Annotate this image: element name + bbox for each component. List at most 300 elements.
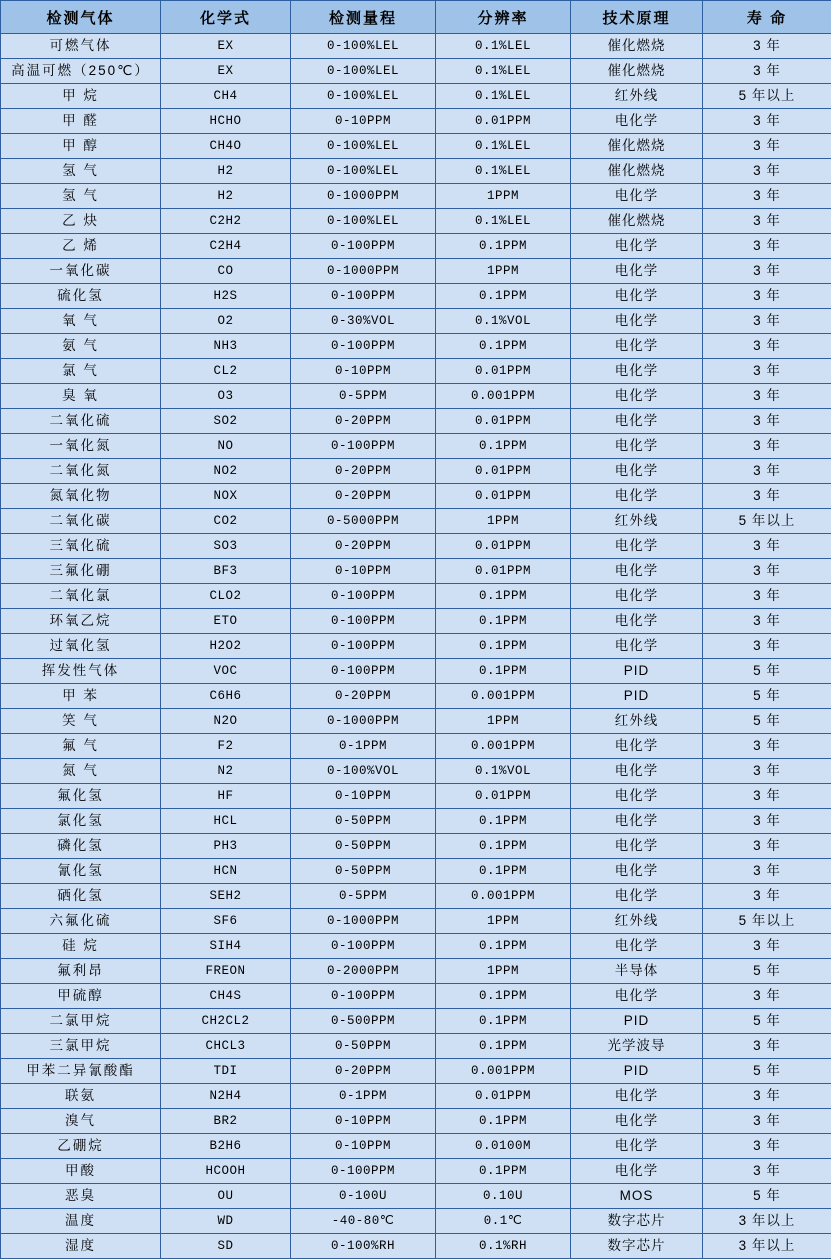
cell-technology: 催化燃烧 xyxy=(571,209,703,234)
table-row xyxy=(1,1184,831,1209)
cell-formula: BR2 xyxy=(161,1109,291,1134)
cell-technology: 电化学 xyxy=(571,234,703,259)
table-row xyxy=(1,584,831,609)
cell-range: 0-1PPM xyxy=(291,1084,436,1109)
cell-resolution: 0.1PPM xyxy=(436,834,571,859)
cell-technology: 电化学 xyxy=(571,284,703,309)
cell-lifespan: 3 年以上 xyxy=(703,1209,831,1234)
cell-resolution: 0.01PPM xyxy=(436,559,571,584)
cell-resolution: 0.1%VOL xyxy=(436,309,571,334)
cell-range: 0-100PPM xyxy=(291,1159,436,1184)
cell-formula: CLO2 xyxy=(161,584,291,609)
cell-range: 0-5PPM xyxy=(291,884,436,909)
cell-resolution: 1PPM xyxy=(436,709,571,734)
table-row xyxy=(1,1234,831,1259)
cell-resolution: 0.01PPM xyxy=(436,409,571,434)
cell-range: 0-20PPM xyxy=(291,684,436,709)
cell-gas-name: 环氧乙烷 xyxy=(1,609,161,634)
cell-range: 0-50PPM xyxy=(291,809,436,834)
cell-resolution: 1PPM xyxy=(436,959,571,984)
cell-lifespan: 5 年 xyxy=(703,684,831,709)
cell-range: 0-50PPM xyxy=(291,1034,436,1059)
table-row xyxy=(1,434,831,459)
cell-gas-name: 二氧化碳 xyxy=(1,509,161,534)
cell-gas-name: 硒化氢 xyxy=(1,884,161,909)
cell-formula: H2 xyxy=(161,184,291,209)
table-row xyxy=(1,884,831,909)
cell-formula: OU xyxy=(161,1184,291,1209)
cell-resolution: 0.1%VOL xyxy=(436,759,571,784)
table-row xyxy=(1,959,831,984)
cell-technology: 电化学 xyxy=(571,184,703,209)
cell-gas-name: 挥发性气体 xyxy=(1,659,161,684)
cell-gas-name: 氰化氢 xyxy=(1,859,161,884)
table-row xyxy=(1,1159,831,1184)
cell-formula: HCHO xyxy=(161,109,291,134)
cell-resolution: 0.001PPM xyxy=(436,684,571,709)
cell-resolution: 0.1%RH xyxy=(436,1234,571,1259)
cell-formula: SEH2 xyxy=(161,884,291,909)
table-row xyxy=(1,734,831,759)
cell-gas-name: 一氧化碳 xyxy=(1,259,161,284)
cell-lifespan: 3 年以上 xyxy=(703,1234,831,1259)
cell-range: 0-10PPM xyxy=(291,359,436,384)
cell-formula: VOC xyxy=(161,659,291,684)
table-row xyxy=(1,809,831,834)
cell-gas-name: 可燃气体 xyxy=(1,34,161,59)
cell-lifespan: 3 年 xyxy=(703,759,831,784)
cell-technology: 红外线 xyxy=(571,909,703,934)
table-row xyxy=(1,909,831,934)
cell-range: 0-100%RH xyxy=(291,1234,436,1259)
cell-lifespan: 3 年 xyxy=(703,584,831,609)
cell-gas-name: 甲苯二异氰酸酯 xyxy=(1,1059,161,1084)
cell-technology: PID xyxy=(571,659,703,684)
cell-lifespan: 3 年 xyxy=(703,134,831,159)
cell-lifespan: 3 年 xyxy=(703,259,831,284)
cell-formula: B2H6 xyxy=(161,1134,291,1159)
cell-resolution: 0.0100M xyxy=(436,1134,571,1159)
table-row xyxy=(1,784,831,809)
cell-resolution: 0.001PPM xyxy=(436,1059,571,1084)
cell-formula: CH4O xyxy=(161,134,291,159)
cell-technology: 电化学 xyxy=(571,584,703,609)
cell-lifespan: 3 年 xyxy=(703,559,831,584)
cell-formula: SIH4 xyxy=(161,934,291,959)
table-row xyxy=(1,134,831,159)
cell-range: 0-1000PPM xyxy=(291,184,436,209)
cell-resolution: 0.1PPM xyxy=(436,584,571,609)
cell-resolution: 0.1%LEL xyxy=(436,84,571,109)
cell-gas-name: 甲硫醇 xyxy=(1,984,161,1009)
table-row xyxy=(1,1084,831,1109)
cell-formula: EX xyxy=(161,59,291,84)
cell-lifespan: 3 年 xyxy=(703,359,831,384)
table-row xyxy=(1,934,831,959)
cell-formula: CO2 xyxy=(161,509,291,534)
cell-lifespan: 3 年 xyxy=(703,784,831,809)
table-row xyxy=(1,709,831,734)
cell-lifespan: 3 年 xyxy=(703,634,831,659)
cell-resolution: 0.001PPM xyxy=(436,734,571,759)
cell-lifespan: 3 年 xyxy=(703,834,831,859)
cell-gas-name: 溴气 xyxy=(1,1109,161,1134)
column-header-lifespan: 寿 命 xyxy=(703,1,831,34)
cell-lifespan: 3 年 xyxy=(703,309,831,334)
cell-range: 0-100PPM xyxy=(291,984,436,1009)
cell-gas-name: 温度 xyxy=(1,1209,161,1234)
cell-gas-name: 乙 炔 xyxy=(1,209,161,234)
cell-lifespan: 5 年 xyxy=(703,1009,831,1034)
column-header-gas-name: 检测气体 xyxy=(1,1,161,34)
cell-range: 0-100PPM xyxy=(291,434,436,459)
cell-formula: SF6 xyxy=(161,909,291,934)
cell-technology: 电化学 xyxy=(571,559,703,584)
cell-technology: 电化学 xyxy=(571,834,703,859)
cell-range: 0-100PPM xyxy=(291,284,436,309)
cell-gas-name: 氮 气 xyxy=(1,759,161,784)
cell-resolution: 0.01PPM xyxy=(436,784,571,809)
cell-lifespan: 3 年 xyxy=(703,1159,831,1184)
cell-lifespan: 3 年 xyxy=(703,434,831,459)
cell-technology: 电化学 xyxy=(571,884,703,909)
cell-technology: 电化学 xyxy=(571,984,703,1009)
cell-technology: 催化燃烧 xyxy=(571,134,703,159)
cell-range: 0-10PPM xyxy=(291,1134,436,1159)
cell-formula: WD xyxy=(161,1209,291,1234)
column-header-range: 检测量程 xyxy=(291,1,436,34)
cell-lifespan: 3 年 xyxy=(703,984,831,1009)
table-row xyxy=(1,184,831,209)
cell-range: 0-5PPM xyxy=(291,384,436,409)
table-header-row xyxy=(1,1,831,34)
cell-formula: CH2CL2 xyxy=(161,1009,291,1034)
cell-range: 0-500PPM xyxy=(291,1009,436,1034)
cell-gas-name: 联氨 xyxy=(1,1084,161,1109)
cell-lifespan: 5 年以上 xyxy=(703,909,831,934)
table-row xyxy=(1,1009,831,1034)
cell-range: -40-80℃ xyxy=(291,1209,436,1234)
table-row xyxy=(1,234,831,259)
cell-range: 0-100%LEL xyxy=(291,134,436,159)
cell-formula: N2 xyxy=(161,759,291,784)
cell-resolution: 0.10U xyxy=(436,1184,571,1209)
cell-range: 0-2000PPM xyxy=(291,959,436,984)
cell-technology: 红外线 xyxy=(571,709,703,734)
cell-range: 0-30%VOL xyxy=(291,309,436,334)
table-row xyxy=(1,484,831,509)
cell-formula: NO xyxy=(161,434,291,459)
cell-resolution: 0.1PPM xyxy=(436,859,571,884)
cell-gas-name: 氯化氢 xyxy=(1,809,161,834)
cell-range: 0-10PPM xyxy=(291,559,436,584)
cell-lifespan: 5 年 xyxy=(703,959,831,984)
cell-gas-name: 二氧化氮 xyxy=(1,459,161,484)
cell-formula: SD xyxy=(161,1234,291,1259)
cell-resolution: 0.1PPM xyxy=(436,1034,571,1059)
cell-gas-name: 三氯甲烷 xyxy=(1,1034,161,1059)
cell-range: 0-1000PPM xyxy=(291,709,436,734)
cell-formula: F2 xyxy=(161,734,291,759)
cell-technology: 电化学 xyxy=(571,1134,703,1159)
cell-range: 0-1PPM xyxy=(291,734,436,759)
cell-technology: 数字芯片 xyxy=(571,1209,703,1234)
cell-formula: N2H4 xyxy=(161,1084,291,1109)
cell-range: 0-1000PPM xyxy=(291,909,436,934)
cell-lifespan: 3 年 xyxy=(703,209,831,234)
cell-technology: 电化学 xyxy=(571,1159,703,1184)
table-row xyxy=(1,334,831,359)
cell-resolution: 0.1PPM xyxy=(436,634,571,659)
cell-formula: O3 xyxy=(161,384,291,409)
table-row xyxy=(1,634,831,659)
column-header-resolution: 分辨率 xyxy=(436,1,571,34)
cell-range: 0-100PPM xyxy=(291,659,436,684)
cell-formula: CH4S xyxy=(161,984,291,1009)
cell-resolution: 0.001PPM xyxy=(436,884,571,909)
cell-technology: 数字芯片 xyxy=(571,1234,703,1259)
cell-lifespan: 3 年 xyxy=(703,159,831,184)
cell-gas-name: 甲 烷 xyxy=(1,84,161,109)
cell-resolution: 0.1PPM xyxy=(436,809,571,834)
cell-range: 0-100%LEL xyxy=(291,209,436,234)
cell-formula: O2 xyxy=(161,309,291,334)
cell-technology: 半导体 xyxy=(571,959,703,984)
cell-range: 0-5000PPM xyxy=(291,509,436,534)
table-row xyxy=(1,834,831,859)
cell-lifespan: 3 年 xyxy=(703,409,831,434)
column-header-formula: 化学式 xyxy=(161,1,291,34)
cell-gas-name: 甲 醛 xyxy=(1,109,161,134)
cell-resolution: 0.1PPM xyxy=(436,609,571,634)
cell-lifespan: 3 年 xyxy=(703,484,831,509)
cell-lifespan: 3 年 xyxy=(703,109,831,134)
cell-technology: PID xyxy=(571,684,703,709)
cell-gas-name: 臭 氧 xyxy=(1,384,161,409)
cell-formula: HCOOH xyxy=(161,1159,291,1184)
cell-gas-name: 高温可燃（250℃） xyxy=(1,59,161,84)
cell-gas-name: 甲 苯 xyxy=(1,684,161,709)
cell-resolution: 1PPM xyxy=(436,909,571,934)
cell-formula: HF xyxy=(161,784,291,809)
cell-formula: BF3 xyxy=(161,559,291,584)
cell-resolution: 0.1PPM xyxy=(436,1159,571,1184)
cell-range: 0-100%LEL xyxy=(291,159,436,184)
cell-gas-name: 恶臭 xyxy=(1,1184,161,1209)
cell-lifespan: 3 年 xyxy=(703,1109,831,1134)
cell-technology: PID xyxy=(571,1059,703,1084)
cell-formula: C6H6 xyxy=(161,684,291,709)
cell-gas-name: 氟 气 xyxy=(1,734,161,759)
cell-gas-name: 氮氧化物 xyxy=(1,484,161,509)
cell-resolution: 0.1PPM xyxy=(436,434,571,459)
cell-range: 0-20PPM xyxy=(291,484,436,509)
cell-formula: ETO xyxy=(161,609,291,634)
column-header-technology: 技术原理 xyxy=(571,1,703,34)
cell-range: 0-100PPM xyxy=(291,334,436,359)
cell-gas-name: 一氧化氮 xyxy=(1,434,161,459)
cell-formula: H2 xyxy=(161,159,291,184)
cell-formula: CH4 xyxy=(161,84,291,109)
cell-range: 0-100PPM xyxy=(291,234,436,259)
cell-technology: PID xyxy=(571,1009,703,1034)
table-row xyxy=(1,659,831,684)
cell-resolution: 0.01PPM xyxy=(436,534,571,559)
cell-range: 0-10PPM xyxy=(291,109,436,134)
cell-technology: 电化学 xyxy=(571,859,703,884)
table-row xyxy=(1,109,831,134)
cell-gas-name: 硫化氢 xyxy=(1,284,161,309)
cell-gas-name: 过氧化氢 xyxy=(1,634,161,659)
cell-technology: 电化学 xyxy=(571,409,703,434)
cell-formula: HCL xyxy=(161,809,291,834)
cell-lifespan: 3 年 xyxy=(703,859,831,884)
cell-resolution: 0.1%LEL xyxy=(436,34,571,59)
cell-resolution: 1PPM xyxy=(436,509,571,534)
cell-range: 0-100%LEL xyxy=(291,59,436,84)
table-row xyxy=(1,34,831,59)
cell-gas-name: 六氟化硫 xyxy=(1,909,161,934)
cell-technology: 电化学 xyxy=(571,609,703,634)
cell-technology: 红外线 xyxy=(571,84,703,109)
cell-technology: 电化学 xyxy=(571,1084,703,1109)
cell-range: 0-100PPM xyxy=(291,634,436,659)
cell-gas-name: 氟利昂 xyxy=(1,959,161,984)
cell-resolution: 0.01PPM xyxy=(436,484,571,509)
cell-formula: CHCL3 xyxy=(161,1034,291,1059)
table-row xyxy=(1,359,831,384)
cell-lifespan: 3 年 xyxy=(703,734,831,759)
cell-lifespan: 5 年 xyxy=(703,659,831,684)
cell-gas-name: 乙硼烷 xyxy=(1,1134,161,1159)
table-row xyxy=(1,1059,831,1084)
cell-range: 0-100U xyxy=(291,1184,436,1209)
cell-technology: 电化学 xyxy=(571,359,703,384)
cell-gas-name: 二氧化氯 xyxy=(1,584,161,609)
cell-resolution: 0.1PPM xyxy=(436,334,571,359)
table-row xyxy=(1,384,831,409)
cell-gas-name: 氧 气 xyxy=(1,309,161,334)
table-row xyxy=(1,984,831,1009)
cell-lifespan: 3 年 xyxy=(703,334,831,359)
cell-lifespan: 3 年 xyxy=(703,934,831,959)
cell-lifespan: 3 年 xyxy=(703,534,831,559)
table-row xyxy=(1,1109,831,1134)
table-row xyxy=(1,259,831,284)
cell-resolution: 0.1%LEL xyxy=(436,134,571,159)
cell-gas-name: 甲 醇 xyxy=(1,134,161,159)
cell-formula: N2O xyxy=(161,709,291,734)
cell-lifespan: 5 年 xyxy=(703,1059,831,1084)
table-row xyxy=(1,859,831,884)
cell-lifespan: 3 年 xyxy=(703,34,831,59)
cell-gas-name: 二氧化硫 xyxy=(1,409,161,434)
cell-gas-name: 二氯甲烷 xyxy=(1,1009,161,1034)
cell-range: 0-100%LEL xyxy=(291,84,436,109)
cell-gas-name: 氨 气 xyxy=(1,334,161,359)
cell-resolution: 0.1PPM xyxy=(436,284,571,309)
cell-formula: HCN xyxy=(161,859,291,884)
cell-formula: TDI xyxy=(161,1059,291,1084)
cell-formula: PH3 xyxy=(161,834,291,859)
cell-resolution: 0.1PPM xyxy=(436,984,571,1009)
table-row xyxy=(1,159,831,184)
cell-technology: 电化学 xyxy=(571,1109,703,1134)
cell-range: 0-10PPM xyxy=(291,1109,436,1134)
table-row xyxy=(1,309,831,334)
cell-gas-name: 湿度 xyxy=(1,1234,161,1259)
cell-formula: SO3 xyxy=(161,534,291,559)
table-row xyxy=(1,59,831,84)
cell-technology: 电化学 xyxy=(571,734,703,759)
cell-gas-name: 氢 气 xyxy=(1,184,161,209)
cell-formula: NOX xyxy=(161,484,291,509)
cell-range: 0-100PPM xyxy=(291,934,436,959)
cell-gas-name: 磷化氢 xyxy=(1,834,161,859)
cell-range: 0-1000PPM xyxy=(291,259,436,284)
cell-technology: 催化燃烧 xyxy=(571,159,703,184)
cell-formula: H2O2 xyxy=(161,634,291,659)
cell-range: 0-50PPM xyxy=(291,834,436,859)
cell-resolution: 1PPM xyxy=(436,259,571,284)
cell-resolution: 0.01PPM xyxy=(436,359,571,384)
cell-technology: 电化学 xyxy=(571,334,703,359)
cell-resolution: 1PPM xyxy=(436,184,571,209)
cell-gas-name: 三氧化硫 xyxy=(1,534,161,559)
table-row xyxy=(1,509,831,534)
cell-lifespan: 3 年 xyxy=(703,809,831,834)
table-row xyxy=(1,559,831,584)
cell-lifespan: 5 年 xyxy=(703,1184,831,1209)
cell-resolution: 0.01PPM xyxy=(436,109,571,134)
cell-resolution: 0.1PPM xyxy=(436,234,571,259)
cell-resolution: 0.1PPM xyxy=(436,659,571,684)
table-row xyxy=(1,409,831,434)
cell-technology: 电化学 xyxy=(571,634,703,659)
cell-lifespan: 3 年 xyxy=(703,1084,831,1109)
cell-formula: CL2 xyxy=(161,359,291,384)
table-row xyxy=(1,84,831,109)
cell-technology: 电化学 xyxy=(571,109,703,134)
cell-lifespan: 3 年 xyxy=(703,1134,831,1159)
cell-gas-name: 氯 气 xyxy=(1,359,161,384)
cell-resolution: 0.1%LEL xyxy=(436,209,571,234)
table-row xyxy=(1,759,831,784)
cell-lifespan: 5 年以上 xyxy=(703,84,831,109)
cell-range: 0-20PPM xyxy=(291,459,436,484)
cell-formula: EX xyxy=(161,34,291,59)
cell-technology: MOS xyxy=(571,1184,703,1209)
cell-range: 0-100PPM xyxy=(291,584,436,609)
cell-formula: NO2 xyxy=(161,459,291,484)
cell-formula: C2H2 xyxy=(161,209,291,234)
cell-gas-name: 三氟化硼 xyxy=(1,559,161,584)
cell-formula: CO xyxy=(161,259,291,284)
cell-technology: 红外线 xyxy=(571,509,703,534)
cell-formula: SO2 xyxy=(161,409,291,434)
cell-resolution: 0.1PPM xyxy=(436,1009,571,1034)
cell-technology: 电化学 xyxy=(571,459,703,484)
cell-gas-name: 乙 烯 xyxy=(1,234,161,259)
cell-gas-name: 氟化氢 xyxy=(1,784,161,809)
cell-lifespan: 3 年 xyxy=(703,184,831,209)
cell-technology: 电化学 xyxy=(571,484,703,509)
cell-gas-name: 甲酸 xyxy=(1,1159,161,1184)
cell-range: 0-100PPM xyxy=(291,609,436,634)
cell-technology: 催化燃烧 xyxy=(571,34,703,59)
cell-resolution: 0.01PPM xyxy=(436,459,571,484)
cell-resolution: 0.01PPM xyxy=(436,1084,571,1109)
